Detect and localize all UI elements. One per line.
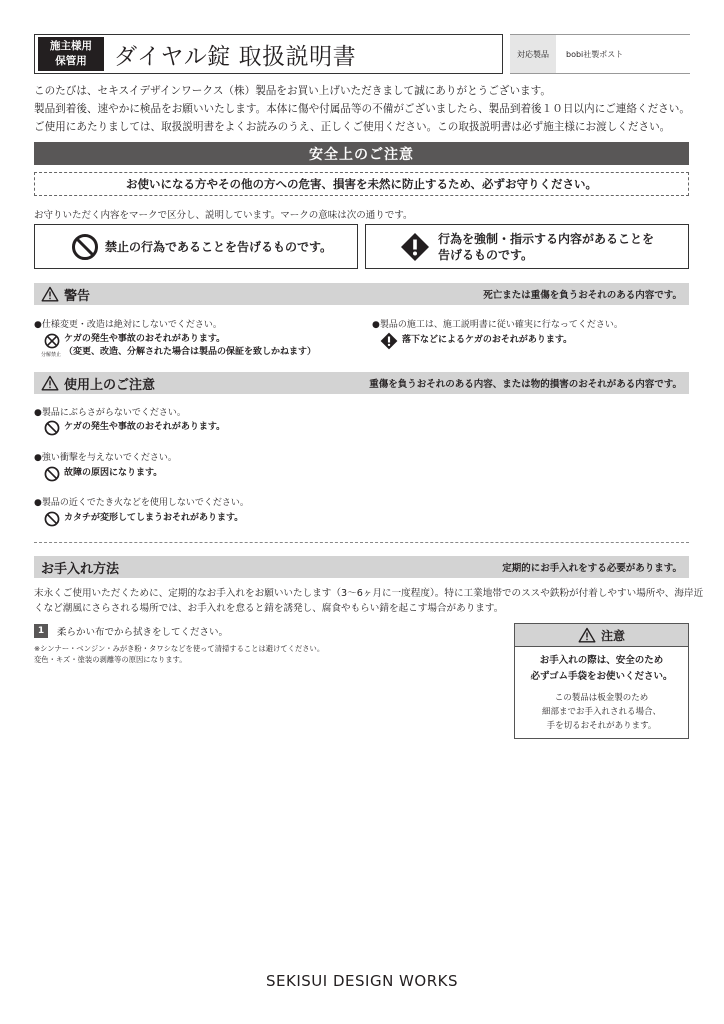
care-tip-line-2: 変色・キズ・塗装の剥離等の原因になります。 bbox=[34, 655, 187, 664]
warning-sub-modify bbox=[44, 333, 316, 359]
section-divider bbox=[34, 542, 689, 543]
care-description-line-2: くなど潮風にさらされる場所では、お手入れを怠ると錆を誘発し、腐食やもらい錆を起こす場合があります。 bbox=[34, 603, 504, 614]
care-caution-sub-line-1: この製品は板金製のため bbox=[554, 693, 649, 703]
warning-title: 警告 bbox=[64, 288, 91, 304]
warning-item-install: ●製品の施工は、施工説明書に従い確実に行なってください。 bbox=[372, 320, 623, 330]
brand-footer: SEKISUI DESIGN WORKS bbox=[266, 972, 458, 990]
caution-sub-2 bbox=[44, 466, 162, 482]
caution-item-3: ●製品の近くでたき火などを使用しないでください。 bbox=[34, 498, 249, 508]
step-number: 1 bbox=[34, 624, 48, 638]
care-description bbox=[34, 586, 703, 616]
caution-sub-3 bbox=[44, 511, 243, 527]
intro-line-2: 製品到着後、速やかに検品をお願いいたします。本体に傷や付属品等の不備がございましたら、製品到着後１０日以内にご連絡ください。 bbox=[34, 103, 690, 115]
warning-sub-modify-line-2: （変更、改造、分解された場合は製品の保証を致しかねます） bbox=[64, 347, 317, 357]
product-label: 対応製品 bbox=[510, 35, 556, 73]
prohibit-icon bbox=[71, 233, 99, 261]
prohibit-icon bbox=[44, 466, 60, 482]
care-step-1 bbox=[34, 624, 228, 638]
legend-prohibit-text: 禁止の行為であることを告げるものです。 bbox=[105, 240, 333, 254]
no-disassembly-caption: 分解禁止 bbox=[41, 352, 62, 358]
exclamation-diamond-icon bbox=[400, 232, 430, 262]
legend-prohibit bbox=[34, 224, 358, 269]
care-title: お手入れ方法 bbox=[41, 561, 120, 577]
caution-title: 使用上のご注意 bbox=[64, 377, 156, 393]
warning-triangle-icon bbox=[41, 286, 59, 302]
care-tip-line-1: ※シンナー・ベンジン・みがき粉・タワシなどを使って清掃することは避けてください。 bbox=[34, 644, 325, 653]
exclamation-diamond-icon bbox=[380, 332, 398, 350]
caution-sub-2-text: 故障の原因になります。 bbox=[64, 468, 163, 478]
intro-line-1: このたびは、セキスイデザインワークス（株）製品をお買い上げいただきまして誠にありがとうございます。 bbox=[34, 85, 551, 97]
document-title: ダイヤル錠 取扱説明書 bbox=[114, 43, 357, 70]
care-description-line-1: 末永くご使用いただくために、定期的なお手入れをお願いいたします（3～6ヶ月に一度程度）。特に工業地帯でのススや鉄粉が付着しやすい場所や、海岸近 bbox=[34, 588, 704, 599]
care-caution-header bbox=[515, 624, 688, 647]
prohibit-icon bbox=[44, 511, 60, 527]
care-caution-main-line-1: お手入れの際は、安全のため bbox=[539, 655, 664, 666]
caution-note: 重傷を負うおそれのある内容、または物的損害のおそれがある内容です。 bbox=[369, 379, 682, 390]
caution-item-1: ●製品にぶらさがらないでください。 bbox=[34, 408, 186, 418]
legend-mandatory bbox=[365, 224, 689, 269]
intro-paragraph bbox=[34, 82, 694, 136]
care-caution-title: 注意 bbox=[600, 628, 625, 643]
product-value: bobi社製ポスト bbox=[566, 49, 624, 59]
legend-mandatory-line-1: 行為を強制・指示する内容があることを bbox=[438, 231, 655, 246]
caution-sub-1-text: ケガの発生や事故のおそれがあります。 bbox=[64, 422, 226, 432]
warning-triangle-icon bbox=[41, 375, 59, 391]
care-caution-box bbox=[514, 623, 689, 739]
care-caution-sub-line-3: 手を切るおそれがあります。 bbox=[546, 721, 657, 731]
legend-mandatory-line-2: 告げるものです。 bbox=[438, 247, 534, 262]
care-caution-main-line-2: 必ずゴム手袋をお使いください。 bbox=[530, 671, 673, 682]
owner-keep-badge bbox=[38, 37, 104, 71]
compatible-product-box bbox=[510, 34, 690, 74]
step-text: 柔らかい布でから拭きをしてください。 bbox=[57, 627, 229, 638]
warning-note: 死亡または重傷を負うおそれのある内容です。 bbox=[483, 290, 682, 301]
warning-item-modify: ●仕様変更・改造は絶対にしないでください。 bbox=[34, 320, 222, 330]
caution-item-2: ●強い衝撃を与えないでください。 bbox=[34, 453, 177, 463]
care-note: 定期的にお手入れをする必要があります。 bbox=[502, 563, 682, 574]
prohibit-icon bbox=[44, 420, 60, 436]
safety-section-title: 安全上のご注意 bbox=[34, 142, 689, 165]
caution-sub-1 bbox=[44, 420, 225, 436]
intro-line-3: ご使用にあたりましては、取扱説明書をよくお読みのうえ、正しくご使用ください。この取扱説明書は必ず施主様にお渡しください。 bbox=[34, 121, 671, 133]
warning-sub-modify-line-1: ケガの発生や事故のおそれがあります。 bbox=[64, 334, 226, 344]
document-header bbox=[34, 34, 503, 74]
warning-sub-install-text: 落下などによるケガのおそれがあります。 bbox=[402, 335, 573, 345]
badge-line-2: 保管用 bbox=[55, 55, 87, 67]
care-tip bbox=[34, 643, 324, 665]
warning-triangle-icon bbox=[578, 627, 596, 643]
caution-sub-3-text: カタチが変形してしまうおそれがあります。 bbox=[64, 513, 244, 523]
care-caution-sub bbox=[515, 691, 688, 733]
care-band bbox=[34, 556, 689, 578]
care-caution-sub-line-2: 細部までお手入れされる場合、 bbox=[541, 707, 661, 717]
caution-band bbox=[34, 372, 689, 394]
badge-line-1: 施主様用 bbox=[50, 40, 92, 52]
safety-lead-text: お使いになる方やその他の方への危害、損害を未然に防止するため、必ずお守りください。 bbox=[125, 177, 598, 191]
safety-lead-box bbox=[34, 172, 689, 196]
warning-sub-install bbox=[380, 332, 572, 350]
mark-intro-text: お守りいただく内容をマークで区分し、説明しています。マークの意味は次の通りです。 bbox=[34, 210, 413, 221]
warning-band bbox=[34, 283, 689, 305]
no-disassembly-icon bbox=[44, 333, 60, 349]
care-caution-main bbox=[515, 653, 688, 685]
